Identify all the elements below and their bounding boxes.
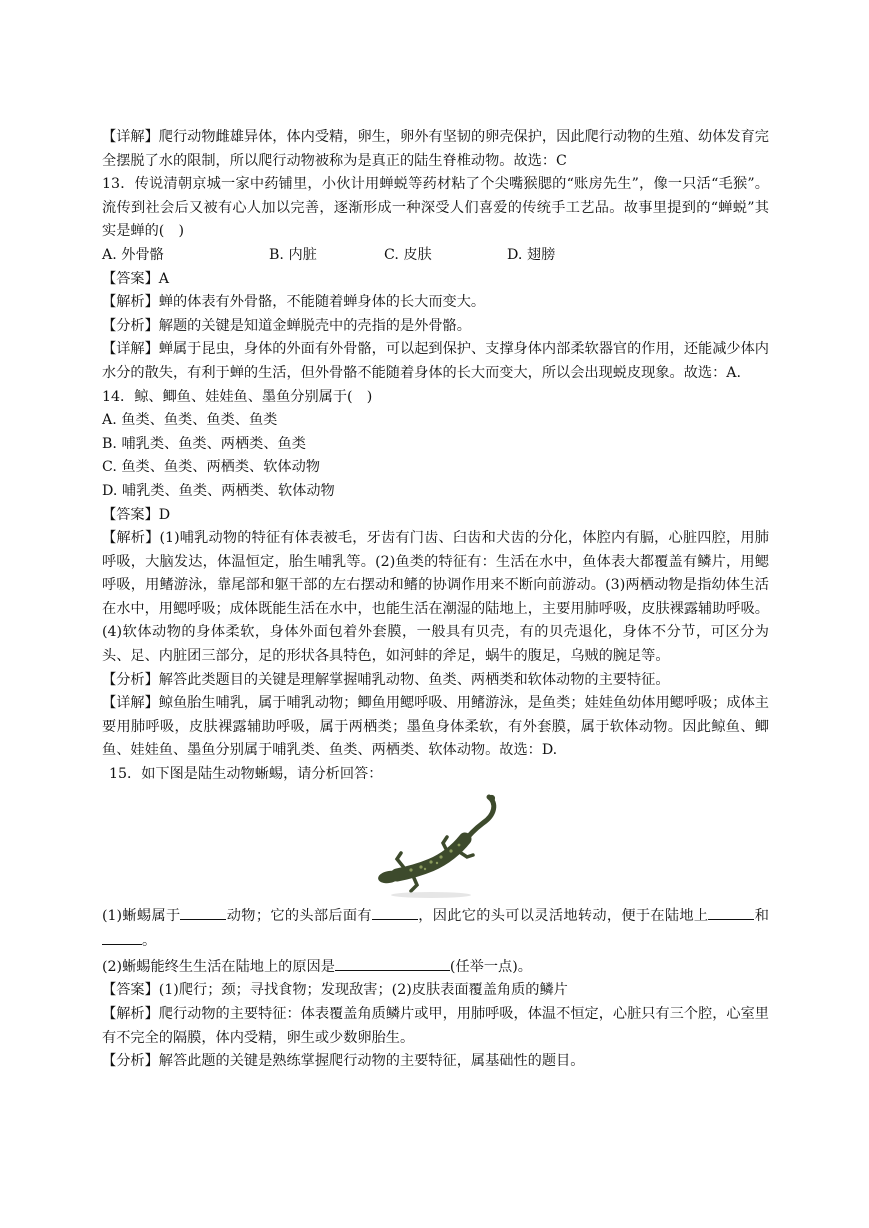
q13-options — [102, 244, 769, 268]
blank-4 — [102, 928, 142, 945]
q15-sub-question-2: (2)蜥蜴能终生生活在陆地上的原因是 (任举一点)。 — [102, 954, 769, 980]
q14-answer: 【答案】D — [102, 506, 171, 523]
q14-option-d: D. 哺乳类、鱼类、两栖类、软体动物 — [102, 482, 335, 499]
q15-sub-question-1: (1)蜥蜴属于 动物；它的头部后面有 ，因此它的头可以灵活地转动，便于在陆地上 和。 — [102, 903, 769, 954]
q14-option-b: B. 哺乳类、鱼类、两栖类、鱼类 — [102, 435, 306, 452]
q14-fenxi: 【分析】解答此类题目的关键是理解掌握哺乳动物、鱼类、两栖类和软体动物的主要特征。 — [102, 671, 670, 688]
q15-fenxi: 【分析】解答此题的关键是熟练掌握爬行动物的主要特征，属基础性的题目。 — [102, 1053, 585, 1070]
q13-detail: 【详解】蝉属于昆虫，身体的外面有外骨骼，可以起到保护、支撑身体内部柔软器官的作用，还能减少体内水分的散失，有利于蝉的生活，但外骨骼不能随着身体的长大而变大，所以会出现蜕皮现象。故选：A. — [102, 341, 769, 381]
q13-option-c: C. 皮肤 — [384, 246, 432, 263]
lizard-photo-icon — [371, 793, 501, 901]
lizard-figure — [102, 793, 769, 903]
blank-2 — [372, 903, 418, 920]
q13-answer: 【答案】A — [102, 270, 169, 287]
q13-fenxi: 【分析】解题的关键是知道金蝉脱壳中的壳指的是外骨骼。 — [102, 317, 471, 334]
question-15: 15．如下图是陆生动物蜥蜴，请分析回答： — [109, 766, 383, 783]
question-14: 14．鲸、鲫鱼、娃娃鱼、墨鱼分别属于( ) — [102, 388, 373, 405]
q15-analysis: 【解析】爬行动物的主要特征：体表覆盖角质鳞片或甲，用肺呼吸，体温不恒定，心脏只有三个腔，心室里有不完全的隔膜，体内受精，卵生或少数卵胎生。 — [102, 1006, 769, 1046]
detail-paragraph-q12: 【详解】爬行动物雌雄异体，体内受精，卵生，卵外有坚韧的卵壳保护，因此爬行动物的生殖、幼体发育完全摆脱了水的限制，所以爬行动物被称为是真正的陆生脊椎动物。故选：C — [102, 129, 769, 169]
q13-option-b: B. 内脏 — [269, 246, 317, 263]
q13-analysis: 【解析】蝉的体表有外骨骼，不能随着蝉身体的长大而变大。 — [102, 294, 486, 311]
question-13: 13．传说清朝京城一家中药铺里，小伙计用蝉蜕等药材粘了个尖嘴猴腮的“账房先生”，像一只活“毛猴”。流传到社会后又被有心人加以完善，逐渐形成一种深受人们喜爱的传统手工艺品。故事里提到的“蝉蜕”其实是蝉的( ) — [102, 176, 769, 240]
blank-1 — [180, 903, 226, 920]
q13-option-a: A. 外骨骼 — [102, 246, 164, 263]
blank-3 — [708, 903, 754, 920]
blank-5 — [335, 954, 450, 971]
q14-detail: 【详解】鲸鱼胎生哺乳，属于哺乳动物；鲫鱼用鳃呼吸、用鳍游泳，是鱼类；娃娃鱼幼体用鳃呼吸；成体主要用肺呼吸，皮肤裸露辅助呼吸，属于两栖类；墨鱼身体柔软，有外套膜，属于软体动物。因此鲸鱼、鲫鱼、娃娃鱼、墨鱼分别属于哺乳类、鱼类、两栖类、软体动物。故选：D. — [102, 695, 769, 759]
q15-answer: 【答案】(1)爬行；颈；寻找食物；发现敌害；(2)皮肤表面覆盖角质的鳞片 — [102, 982, 568, 999]
q13-option-d: D. 翅膀 — [507, 246, 556, 263]
q14-option-a: A. 鱼类、鱼类、鱼类、鱼类 — [102, 412, 278, 429]
q14-analysis: 【解析】(1)哺乳动物的特征有体表被毛，牙齿有门齿、臼齿和犬齿的分化，体腔内有膈，心脏四腔，用肺呼吸，大脑发达，体温恒定，胎生哺乳等。(2)鱼类的特征有：生活在水中，鱼体表大都覆盖有鳞片，用鳃呼吸，用鳍游泳，靠尾部和躯干部的左右摆动和鳍的协调作用来不断向前游动。(3)两栖动物是指幼体生活在水中，用鳃呼吸；成体既能生活在水中，也能生活在潮湿的陆地上，主要用肺呼吸，皮肤裸露辅助呼吸。(4)软体动物的身体柔软，身体外面包着外套膜，一般具有贝壳，有的贝壳退化，身体不分节，可区分为头、足、内脏团三部分，足的形状各具特色，如河蚌的斧足，蜗牛的腹足，乌贼的腕足等。 — [102, 530, 769, 665]
q14-option-c: C. 鱼类、鱼类、两栖类、软体动物 — [102, 459, 320, 476]
